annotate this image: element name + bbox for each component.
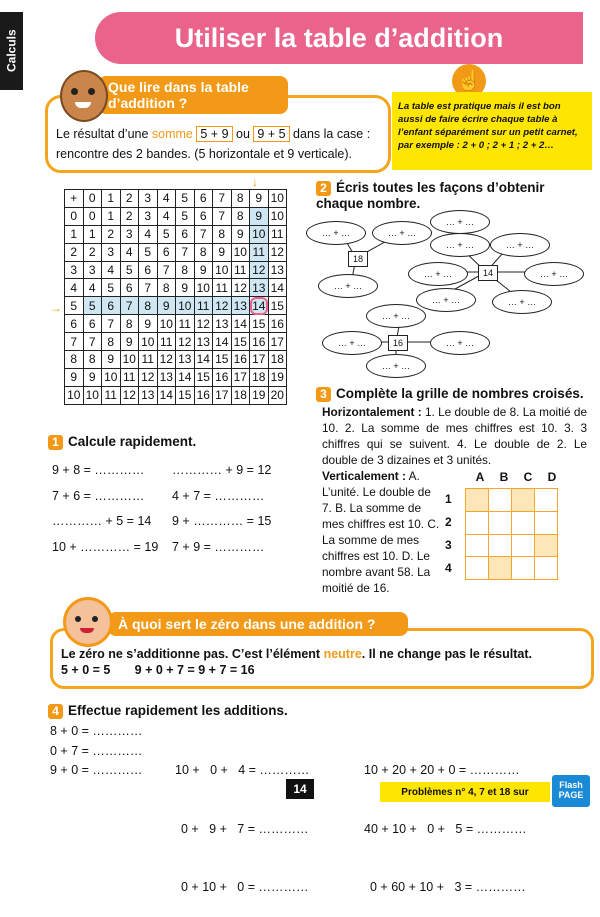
table-cell: 13 xyxy=(176,351,195,369)
table-cell: 11 xyxy=(268,225,287,243)
table-cell: 9 xyxy=(213,243,232,261)
info-text-part: ou xyxy=(236,127,250,141)
table-row xyxy=(65,225,287,243)
info-box-text xyxy=(56,124,370,164)
table-cell: 18 xyxy=(268,351,287,369)
table-cell: 10 xyxy=(120,351,139,369)
table-cell: 4 xyxy=(157,207,176,225)
table-cell: 3 xyxy=(139,207,158,225)
exercise-title-text: Effectue rapidement les additions. xyxy=(68,703,288,718)
equation: 9 + ………… = 15 xyxy=(172,514,272,528)
table-cell: 2 xyxy=(102,225,121,243)
table-cell: 13 xyxy=(194,333,213,351)
equation: 0 + 10 + 0 = ………… xyxy=(181,880,309,894)
table-header-cell: 6 xyxy=(65,315,84,333)
table-cell: 14 xyxy=(213,333,232,351)
table-cell: 12 xyxy=(250,261,269,279)
table-cell: 5 xyxy=(102,279,121,297)
table-row xyxy=(65,386,287,404)
table-cell: 8 xyxy=(194,243,213,261)
exercise-4-col-3 xyxy=(364,722,527,917)
table-cell: 4 xyxy=(120,243,139,261)
table-cell: 9 xyxy=(176,279,195,297)
table-cell: 17 xyxy=(268,333,287,351)
table-cell: 7 xyxy=(176,243,195,261)
hub-16: 16 xyxy=(388,335,408,351)
clue-text: A. L’unité. Le double de 7. B. La somme de mes chiffres est 10. C. La somme de mes chiffres est 10. D. Le nombre avant 58. La moitié de 16. xyxy=(322,469,440,595)
exercise-1-title xyxy=(48,433,196,451)
table-cell: 1 xyxy=(83,225,102,243)
grid-col-label: A xyxy=(475,470,485,484)
sum-bubble: … + … xyxy=(322,331,382,355)
table-header-cell: 5 xyxy=(65,297,84,315)
keyword-somme: somme xyxy=(151,127,193,141)
table-header-cell: 1 xyxy=(102,190,121,208)
thumbs-up-icon: ☝ xyxy=(452,64,486,98)
table-cell: 10 xyxy=(157,315,176,333)
info-text-line: rencontre des 2 bandes. (5 horizontale et 9 verticale). xyxy=(56,147,353,161)
grid-row-label: 1 xyxy=(445,492,452,506)
table-cell: 8 xyxy=(102,333,121,351)
table-row xyxy=(65,207,287,225)
problems-reference: Problèmes n° 4, 7 et 18 sur xyxy=(380,782,550,802)
table-cell: 9 xyxy=(250,207,269,225)
sum-bubble: … + … xyxy=(408,262,468,286)
exercise-4-title xyxy=(48,702,288,720)
crossword-vertical-clues xyxy=(322,468,440,596)
table-cell: 7 xyxy=(139,279,158,297)
table-header-cell: 3 xyxy=(139,190,158,208)
table-cell: 7 xyxy=(157,261,176,279)
table-cell: 9 xyxy=(83,368,102,386)
sum-bubble: … + … xyxy=(430,210,490,234)
exercise-4-col-2 xyxy=(175,722,309,917)
exercise-4-col-1 xyxy=(50,722,142,781)
hub-14: 14 xyxy=(478,265,498,281)
table-cell: 0 xyxy=(83,207,102,225)
table-cell: 13 xyxy=(213,315,232,333)
info-text-part: . Il ne change pas le résultat. xyxy=(361,647,532,661)
boy-avatar xyxy=(60,70,108,122)
table-header-cell: 0 xyxy=(65,207,84,225)
table-cell: 10 xyxy=(250,225,269,243)
table-cell: 8 xyxy=(139,297,158,315)
table-header-cell: 1 xyxy=(65,225,84,243)
table-cell: 14 xyxy=(268,279,287,297)
table-cell: 11 xyxy=(102,386,121,404)
table-cell: 15 xyxy=(268,297,287,315)
sum-bubble: … + … xyxy=(366,354,426,378)
table-cell: 19 xyxy=(250,386,269,404)
table-cell: 13 xyxy=(139,386,158,404)
table-cell: 10 xyxy=(102,368,121,386)
table-cell: 15 xyxy=(194,368,213,386)
flash-page-logo: Flash PAGE xyxy=(552,775,590,807)
table-cell: 14 xyxy=(231,315,250,333)
table-cell: 7 xyxy=(194,225,213,243)
table-cell: 12 xyxy=(120,386,139,404)
table-header-cell: 10 xyxy=(268,190,287,208)
table-header-cell: 8 xyxy=(65,351,84,369)
table-cell: 16 xyxy=(268,315,287,333)
table-cell: 12 xyxy=(268,243,287,261)
addition-table xyxy=(64,189,287,405)
table-cell: 19 xyxy=(268,368,287,386)
page-title: Utiliser la table d’addition xyxy=(95,12,583,64)
sum-bubble: … + … xyxy=(430,233,490,257)
table-cell: 6 xyxy=(194,207,213,225)
exercise-number: 2 xyxy=(316,181,331,196)
crossword-grid xyxy=(445,470,564,580)
table-header-cell: 2 xyxy=(65,243,84,261)
equation-box: 5 + 9 xyxy=(196,126,232,142)
sum-bubble: … + … xyxy=(366,304,426,328)
table-cell: 17 xyxy=(213,386,232,404)
table-cell: 9 xyxy=(102,351,121,369)
table-header-cell: 7 xyxy=(65,333,84,351)
exercise-title-text: Écris toutes les façons d’obtenir chaque nombre. xyxy=(316,180,545,211)
equation: 0 + 60 + 10 + 3 = ………… xyxy=(370,880,526,894)
table-cell: 16 xyxy=(194,386,213,404)
tip-box: La table est pratique mais il est bon aussi de faire écrire chaque table à l’enfant séparément sur un petit carnet, par exemple : 2 + 0 ; 2 + 1 ; 2 + 2… xyxy=(392,92,592,170)
table-row xyxy=(65,279,287,297)
info-box-text xyxy=(61,646,532,678)
table-row xyxy=(65,261,287,279)
exercise-number: 3 xyxy=(316,387,331,402)
table-cell: 4 xyxy=(102,261,121,279)
table-cell: 10 xyxy=(139,333,158,351)
table-row xyxy=(65,190,287,208)
sum-bubble: … + … xyxy=(490,233,550,257)
sum-bubble: … + … xyxy=(524,262,584,286)
table-cell: 15 xyxy=(250,315,269,333)
table-cell: 13 xyxy=(250,279,269,297)
equation: 10 + ………… = 19 xyxy=(52,539,159,554)
table-cell: 16 xyxy=(213,368,232,386)
table-header-cell: 3 xyxy=(65,261,84,279)
info-text-part: Le résultat d’une xyxy=(56,127,152,141)
table-cell: 5 xyxy=(83,297,102,315)
sum-bubble: … + … xyxy=(416,288,476,312)
table-cell: 7 xyxy=(102,315,121,333)
table-cell: 7 xyxy=(120,297,139,315)
table-cell: 9 xyxy=(120,333,139,351)
clue-label: Verticalement : xyxy=(322,469,406,483)
info-box-heading: Que lire dans la table d’addition ? xyxy=(98,76,288,114)
table-row xyxy=(65,243,287,261)
table-row xyxy=(65,315,287,333)
info-box-heading: À quoi sert le zéro dans une addition ? xyxy=(108,612,408,636)
table-cell: 11 xyxy=(231,261,250,279)
table-cell: 13 xyxy=(157,368,176,386)
grid-col-label: D xyxy=(547,470,557,484)
table-cell: 10 xyxy=(176,297,195,315)
table-cell: 9 xyxy=(231,225,250,243)
sum-bubble: … + … xyxy=(306,221,366,245)
equation: ………… + 9 = 12 xyxy=(172,463,272,477)
table-row xyxy=(65,351,287,369)
hub-18: 18 xyxy=(348,251,368,267)
equation-box: 9 + 5 xyxy=(253,126,289,142)
exercise-1-right xyxy=(172,458,271,560)
sum-bubble: … + … xyxy=(430,331,490,355)
table-cell: 10 xyxy=(231,243,250,261)
table-cell: 11 xyxy=(139,351,158,369)
table-cell: 11 xyxy=(157,333,176,351)
table-row xyxy=(65,333,287,351)
table-cell: 7 xyxy=(213,207,232,225)
sum-diagram xyxy=(296,208,596,378)
sum-bubble: … + … xyxy=(492,290,552,314)
table-cell: 2 xyxy=(120,207,139,225)
keyword-neutre: neutre xyxy=(323,647,362,661)
clue-label: Horizontalement : xyxy=(322,405,422,419)
table-row xyxy=(65,368,287,386)
table-cell: 16 xyxy=(250,333,269,351)
table-header-cell: 8 xyxy=(231,190,250,208)
table-cell: 18 xyxy=(231,386,250,404)
table-cell: 16 xyxy=(231,351,250,369)
page-number: 14 xyxy=(286,779,314,799)
equation: 10 + 20 + 20 + 0 = ………… xyxy=(364,763,520,777)
table-cell: 8 xyxy=(157,279,176,297)
table-cell: 10 xyxy=(83,386,102,404)
table-cell: 15 xyxy=(231,333,250,351)
table-cell: 17 xyxy=(231,368,250,386)
table-cell: 11 xyxy=(120,368,139,386)
table-header-cell: 2 xyxy=(120,190,139,208)
table-cell: 11 xyxy=(176,315,195,333)
table-cell: 17 xyxy=(250,351,269,369)
table-header-cell: + xyxy=(65,190,84,208)
grid-row-label: 3 xyxy=(445,538,452,552)
table-header-cell: 10 xyxy=(65,386,84,404)
table-cell: 6 xyxy=(102,297,121,315)
table-cell: 3 xyxy=(102,243,121,261)
table-cell: 9 xyxy=(157,297,176,315)
table-cell: 11 xyxy=(213,279,232,297)
equation: ………… + 5 = 14 xyxy=(52,514,152,528)
table-cell: 12 xyxy=(176,333,195,351)
equation: 9 + 0 = ………… xyxy=(50,763,143,777)
table-header-cell: 6 xyxy=(194,190,213,208)
table-cell: 5 xyxy=(157,225,176,243)
table-cell: 4 xyxy=(139,225,158,243)
equation: 7 + 6 = ………… xyxy=(52,488,145,503)
table-cell: 11 xyxy=(250,243,269,261)
crossword-horizontal-clues xyxy=(322,404,587,468)
table-cell: 4 xyxy=(83,279,102,297)
table-cell: 9 xyxy=(194,261,213,279)
crossword-cells[interactable] xyxy=(465,488,558,580)
table-cell: 8 xyxy=(176,261,195,279)
table-header-cell: 9 xyxy=(65,368,84,386)
table-cell: 6 xyxy=(120,279,139,297)
equation: 40 + 10 + 0 + 5 = ………… xyxy=(364,821,527,836)
table-cell: 7 xyxy=(83,333,102,351)
equation: 9 + 8 = ………… xyxy=(52,463,145,477)
sum-bubble: … + … xyxy=(372,221,432,245)
table-cell: 14 xyxy=(176,368,195,386)
arrow-down-icon: ↓ xyxy=(252,175,258,189)
table-cell: 5 xyxy=(139,243,158,261)
table-cell: 12 xyxy=(231,279,250,297)
table-header-cell: 5 xyxy=(176,190,195,208)
table-cell: 10 xyxy=(213,261,232,279)
equation: 8 + 0 = ………… xyxy=(50,724,143,738)
table-cell: 15 xyxy=(213,351,232,369)
table-cell: 18 xyxy=(250,368,269,386)
exercise-title-text: Complète la grille de nombres croisés. xyxy=(336,386,584,401)
equation: 7 + 9 = ………… xyxy=(172,539,265,554)
table-cell: 6 xyxy=(139,261,158,279)
table-header-cell: 4 xyxy=(65,279,84,297)
table-row xyxy=(65,297,287,315)
table-header-cell: 4 xyxy=(157,190,176,208)
table-cell: 1 xyxy=(102,207,121,225)
table-cell: 14 xyxy=(157,386,176,404)
sum-bubble: … + … xyxy=(318,274,378,298)
equation: 10 + 0 + 4 = ………… xyxy=(175,763,310,777)
info-box-zero xyxy=(50,616,594,689)
table-cell: 11 xyxy=(194,297,213,315)
table-cell: 12 xyxy=(139,368,158,386)
table-cell: 6 xyxy=(83,315,102,333)
table-cell: 2 xyxy=(83,243,102,261)
table-cell: 8 xyxy=(213,225,232,243)
table-cell: 12 xyxy=(157,351,176,369)
equation: 0 + 9 + 7 = ………… xyxy=(181,821,309,836)
table-cell: 6 xyxy=(176,225,195,243)
table-cell: 12 xyxy=(194,315,213,333)
table-cell: 13 xyxy=(231,297,250,315)
table-cell: 10 xyxy=(194,279,213,297)
exercise-number: 1 xyxy=(48,435,63,450)
table-cell: 12 xyxy=(213,297,232,315)
table-cell: 9 xyxy=(139,315,158,333)
table-cell: 5 xyxy=(120,261,139,279)
table-cell: 6 xyxy=(157,243,176,261)
exercise-number: 4 xyxy=(48,704,63,719)
table-cell: 15 xyxy=(176,386,195,404)
grid-row-label: 2 xyxy=(445,515,452,529)
arrow-right-icon: → xyxy=(50,301,62,315)
side-tab: Calculs xyxy=(0,12,23,90)
info-text-part: dans la case : xyxy=(293,127,371,141)
equation: 0 + 7 = ………… xyxy=(50,743,143,758)
table-cell: 14 xyxy=(194,351,213,369)
table-header-cell: 7 xyxy=(213,190,232,208)
exercise-1-left xyxy=(52,458,158,560)
table-header-cell: 9 xyxy=(250,190,269,208)
info-text-line: 5 + 0 = 5 9 + 0 + 7 = 9 + 7 = 16 xyxy=(61,663,255,677)
table-header-cell: 0 xyxy=(83,190,102,208)
grid-row-label: 4 xyxy=(445,561,452,575)
exercise-title-text: Calcule rapidement. xyxy=(68,434,197,449)
clue-text: 1. Le double de 8. La moitié de 10. 2. La somme de mes chiffres est 10. 3. 3 chiffres qui se suivent. 4. Le double de 2. Le double de 3 dizaines et 3 unités. xyxy=(322,405,588,467)
table-cell: 3 xyxy=(120,225,139,243)
table-cell: 8 xyxy=(231,207,250,225)
table-cell: 8 xyxy=(120,315,139,333)
table-cell: 20 xyxy=(268,386,287,404)
table-cell: 10 xyxy=(268,207,287,225)
table-cell: 13 xyxy=(268,261,287,279)
table-cell: 5 xyxy=(176,207,195,225)
table-cell: 3 xyxy=(83,261,102,279)
equation: 4 + 7 = ………… xyxy=(172,488,265,503)
exercise-3-title xyxy=(316,385,584,403)
girl-avatar xyxy=(63,597,113,647)
grid-col-label: B xyxy=(499,470,509,484)
info-text-part: Le zéro ne s’additionne pas. C’est l’élément xyxy=(61,647,324,661)
grid-col-label: C xyxy=(523,470,533,484)
table-cell: 14 xyxy=(250,297,269,315)
table-cell: 8 xyxy=(83,351,102,369)
